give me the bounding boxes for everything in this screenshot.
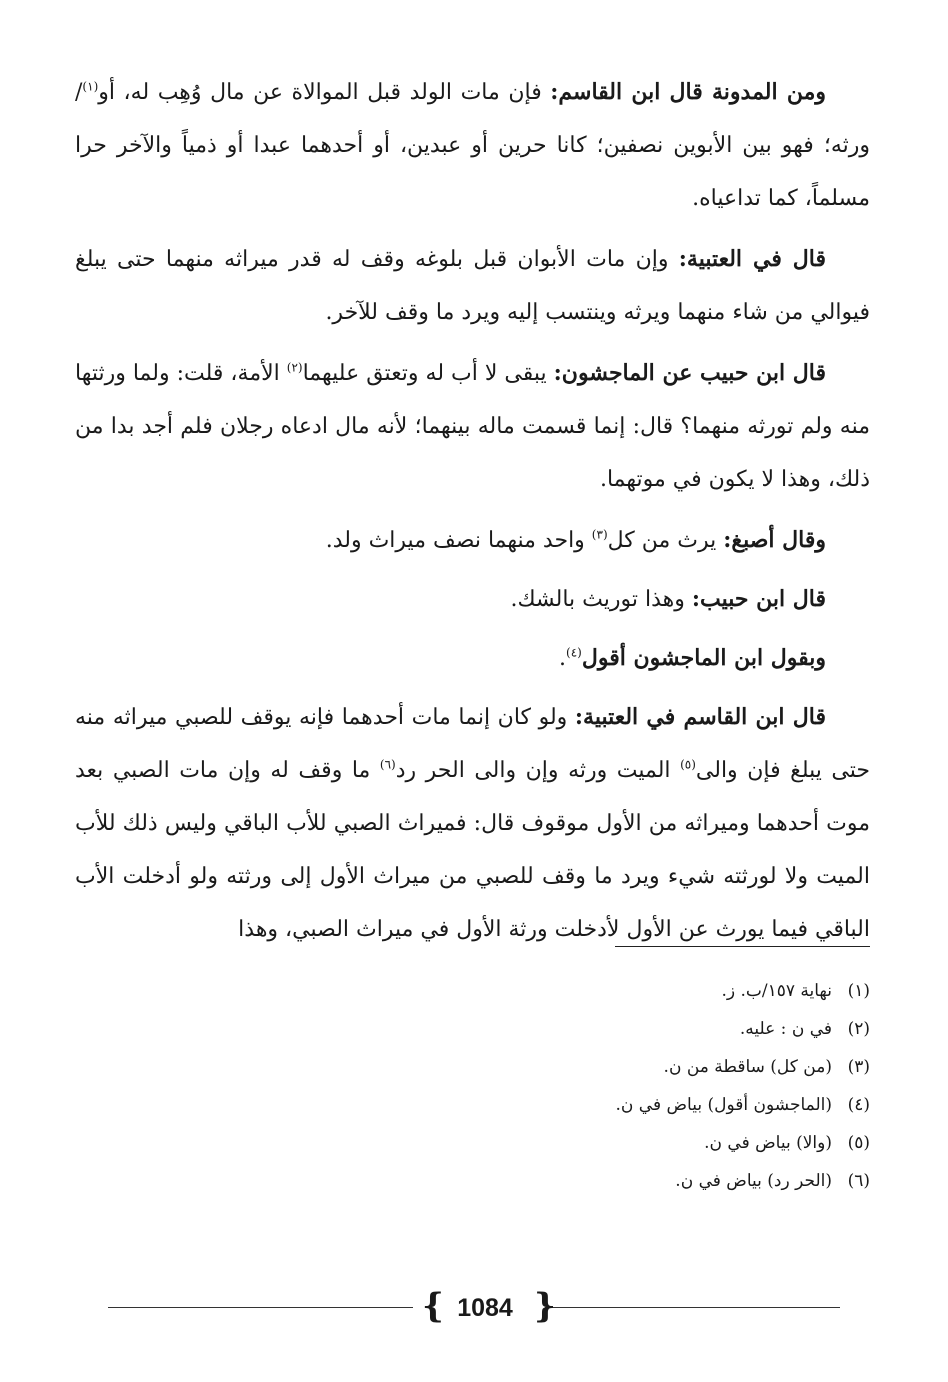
paragraph-lead: ومن المدونة قال ابن القاسم:: [550, 79, 826, 105]
footnote-text: (والا) بياض في ن.: [704, 1133, 832, 1153]
footnote-ref-2: (٢): [286, 360, 303, 375]
footnotes: [75, 972, 870, 1200]
paragraph-text: فإن مات الولد قبل الموالاة عن مال وُهِب له، أو: [98, 80, 551, 105]
footnote-6: [75, 1162, 870, 1200]
paragraph-rest-2: ما وقف له وإن مات الصبي بعد موت أحدهما وميراثه من الأول موقوف قال: فميراث الصبي للأب الباقي وليس ذلك للأب الميت ولا لورثته شيء ويرد ما وقف للصبي من ميراث الأول إلى ورثته ولو أدخلت الأب الباقي فيما يورث عن الأول لأدخلت ورثة الأول في ميراث الصبي، وهذا: [75, 758, 870, 942]
footnote-ref-5: (٥): [680, 757, 696, 772]
paragraph-lead: وقال أصبغ:: [723, 527, 826, 553]
paragraph-rest: واحد منهما نصف ميراث ولد.: [325, 528, 592, 553]
footnote-1: [75, 972, 870, 1010]
paragraph-text: يرث من كل: [607, 528, 724, 553]
footnote-number: (٢): [847, 1019, 870, 1039]
paragraph-lead: قال ابن القاسم في العتبية:: [574, 704, 826, 730]
paragraph-lead: قال ابن حبيب:: [691, 586, 826, 612]
paragraph-1: [75, 66, 870, 225]
page-number: 1084: [457, 1294, 513, 1322]
footer-rule-right: [545, 1307, 840, 1308]
paragraph-text: ولو كان إنما مات أحدهما فإنه يوقف للصبي ميراثه منه حتى يبلغ فإن والى: [75, 705, 870, 783]
paragraph-rest: .: [559, 646, 567, 671]
footnote-number: (١): [847, 981, 870, 1001]
paragraph-text: وإن مات الأبوان قبل بلوغه وقف له قدر ميراثه منهما حتى يبلغ فيوالي من شاء منهما ويرثه وينتسب إليه ويرد ما وقف للآخر.: [75, 247, 870, 325]
footnote-text: (الحر رد) بياض في ن.: [675, 1171, 832, 1191]
footnote-3: [75, 1048, 870, 1086]
paragraph-7: [75, 691, 870, 956]
footnote-number: (٤): [847, 1095, 870, 1115]
footnote-text: (من كل) ساقطة من ن.: [663, 1057, 832, 1077]
footnote-text: (الماجشون أقول) بياض في ن.: [615, 1095, 832, 1115]
footnote-number: (٦): [847, 1171, 870, 1191]
footer-bracket-left-icon: {: [422, 1286, 444, 1326]
paragraph-lead: قال في العتبية:: [678, 246, 826, 272]
paragraph-lead: وبقول ابن الماجشون أقول: [581, 645, 826, 671]
paragraph-rest: الميت ورثه وإن والى الحر رد: [395, 758, 681, 783]
footnote-2: [75, 1010, 870, 1048]
footnote-5: [75, 1124, 870, 1162]
paragraph-3: [75, 347, 870, 506]
footnote-4: [75, 1086, 870, 1124]
paragraph-rest: الأمة، قلت: ولما ورثتها منه ولم تورثه منهما؟ قال: إنما قسمت ماله بينهما؛ لأنه مال ادعاه رجلان فلم أجد بدا من ذلك، وهذا لا يكون في موتهما.: [75, 361, 870, 492]
footnote-number: (٣): [847, 1057, 870, 1077]
footnote-text: في ن : عليه.: [739, 1019, 832, 1039]
paragraph-lead: قال ابن حبيب عن الماجشون:: [553, 360, 826, 386]
paragraph-text: يبقى لا أب له وتعتق عليهما: [302, 361, 554, 386]
footer-rule-left: [108, 1307, 413, 1308]
paragraph-rest: / ورثه؛ فهو بين الأبوين نصفين؛ كانا حرين أو عبدين، أو أحدهما عبدا أو ذمياً والآخر حرا مسلماً، كما تداعياه.: [75, 80, 870, 211]
paragraph-text: وهذا توريث بالشك.: [510, 587, 692, 612]
footer-bracket-right-icon: }: [534, 1286, 556, 1326]
paragraph-4: [75, 514, 870, 567]
footnote-text: نهاية ١٥٧/ب. ز.: [721, 981, 832, 1001]
main-text: [75, 66, 870, 964]
paragraph-5: [75, 573, 870, 626]
footnote-number: (٥): [847, 1133, 870, 1153]
footnote-ref-1: (١): [82, 79, 99, 94]
footnote-ref-3: (٣): [591, 527, 608, 542]
footnote-ref-4: (٤): [566, 645, 582, 660]
page-footer: [108, 1286, 840, 1330]
paragraph-2: [75, 233, 870, 339]
footnote-ref-6: (٦): [379, 757, 396, 772]
paragraph-6: [75, 632, 870, 685]
footnote-separator: [615, 946, 870, 947]
